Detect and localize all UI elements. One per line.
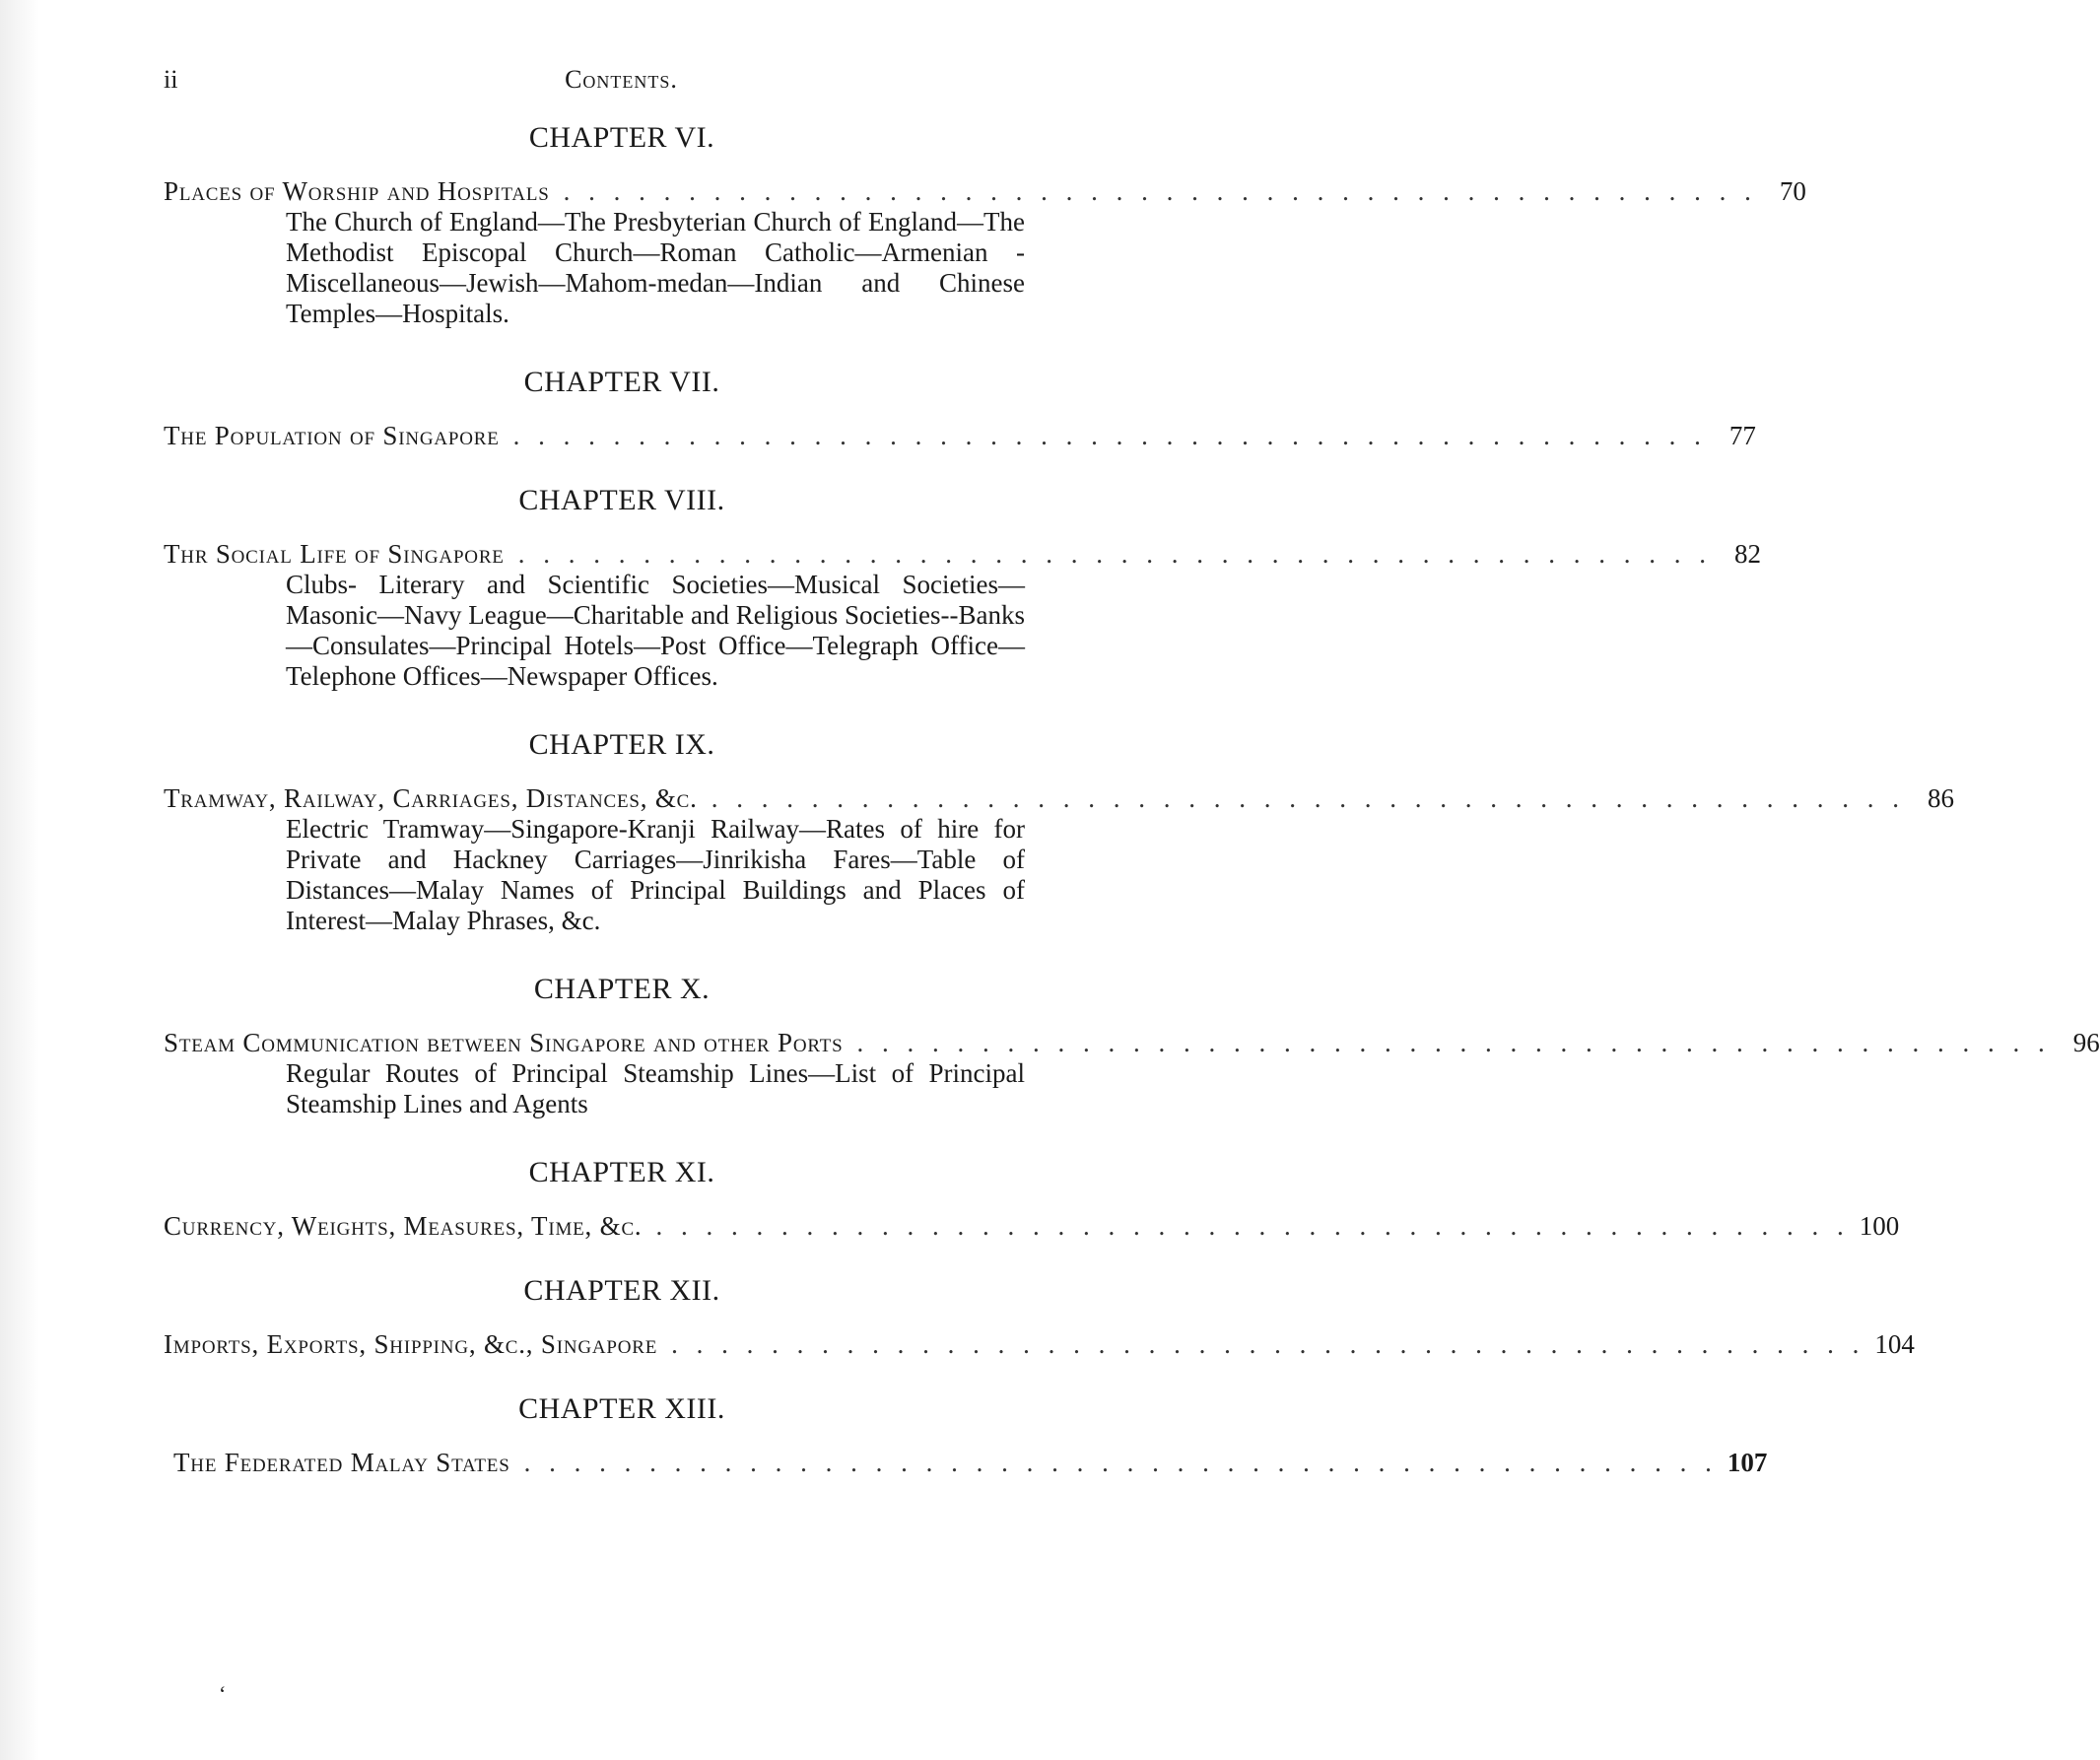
- dot-leader: . . . . . . . . . . . . . . . . . . . . . . . . . . . . . . . . . . . . . . . . . . . . . . . .: [655, 1211, 1850, 1241]
- entry-title: Places of Worship and Hospitals: [164, 176, 550, 206]
- chapter-entry: [164, 365, 1756, 451]
- chapter-entry: [164, 120, 1806, 329]
- chapter-heading: CHAPTER VIII.: [518, 484, 725, 516]
- entry-title: Tramway, Railway, Carriages, Distances, &c.: [164, 783, 698, 813]
- toc-entry: [164, 420, 1756, 451]
- entry-page-number: 86: [1927, 783, 1954, 813]
- entry-description: Electric Tramway—Singapore-Kranji Railway—Rates of hire for Private and Hackney Carriages—Jinrikisha Fares—Table of Distances—Malay Names of Principal Buildings and Places of Interest—Malay Phrases, &c.: [286, 814, 1025, 935]
- dot-leader: . . . . . . . . . . . . . . . . . . . . . . . . . . . . . . . . . . . . . . . . . . . . . . . .: [523, 1448, 1718, 1477]
- dot-leader: . . . . . . . . . . . . . . . . . . . . . . . . . . . . . . . . . . . . . . . . . . . . . . . .: [711, 783, 1905, 813]
- entry-description: Regular Routes of Principal Steamship Lines—List of Principal Steamship Lines and Agents: [286, 1058, 1025, 1118]
- entry-page-number: 100: [1859, 1211, 1900, 1241]
- entry-title: Thr Social Life of Singapore: [164, 539, 505, 569]
- entry-description: Clubs- Literary and Scientific Societies—Musical Societies—Masonic—Navy League—Charitable and Religious Societies--Banks—Consulates—Principal Hotels—Post Office—Telegraph Office—Telephone Offices—Newspaper Offices.: [286, 570, 1025, 691]
- entry-title: Imports, Exports, Shipping, &c., Singapore: [164, 1329, 658, 1359]
- chapter-heading: CHAPTER VII.: [523, 366, 720, 398]
- chapter-entry: [164, 1391, 1768, 1478]
- dot-leader: . . . . . . . . . . . . . . . . . . . . . . . . . . . . . . . . . . . . . . . . . . . . . . . .: [671, 1329, 1865, 1359]
- chapter-heading: CHAPTER XI.: [528, 1156, 715, 1188]
- entry-page-number: 96: [2072, 1028, 2100, 1057]
- dot-leader: . . . . . . . . . . . . . . . . . . . . . . . . . . . . . . . . . . . . . . . . . . . . . . . .: [856, 1028, 2051, 1057]
- entry-title: The Federated Malay States: [173, 1448, 510, 1477]
- entry-description: The Church of England—The Presbyterian Church of England—The Methodist Episcopal Church—Roman Catholic—Armenian -Miscellaneous—Jewish—Mahom-medan—Indian and Chinese Temples—Hospitals.: [286, 207, 1025, 328]
- chapter-heading: CHAPTER XIII.: [518, 1392, 725, 1425]
- chapter-heading: CHAPTER X.: [533, 973, 711, 1005]
- toc-entry: [164, 1210, 1900, 1242]
- entry-page-number: 107: [1727, 1448, 1768, 1477]
- dot-leader: . . . . . . . . . . . . . . . . . . . . . . . . . . . . . . . . . . . . . . . . . . . . . . . .: [517, 539, 1712, 569]
- toc-entry: [164, 538, 1761, 570]
- page-number: ii: [164, 65, 178, 94]
- chapter-entry: [164, 972, 2100, 1119]
- toc-entry: [164, 782, 1954, 814]
- table-of-contents: [164, 120, 2100, 1478]
- stray-ink-mark: ‘: [219, 1681, 227, 1706]
- entry-page-number: 104: [1874, 1329, 1915, 1359]
- entry-title: Currency, Weights, Measures, Time, &c.: [164, 1211, 643, 1241]
- chapter-heading: CHAPTER VI.: [528, 121, 715, 154]
- entry-page-number: 70: [1779, 176, 1806, 206]
- entry-page-number: 77: [1728, 421, 1756, 450]
- toc-entry: [164, 175, 1806, 207]
- chapter-entry: [164, 483, 1761, 692]
- toc-entry: [164, 1447, 1768, 1478]
- entry-page-number: 82: [1733, 539, 1761, 569]
- chapter-entry: [164, 1155, 1900, 1242]
- dot-leader: . . . . . . . . . . . . . . . . . . . . . . . . . . . . . . . . . . . . . . . . . . . . . . . .: [563, 176, 1757, 206]
- chapter-entry: [164, 727, 1954, 936]
- chapter-heading: CHAPTER XII.: [523, 1274, 720, 1307]
- entry-title: Steam Communication between Singapore and other Ports: [164, 1028, 844, 1057]
- entry-title: The Population of Singapore: [164, 421, 500, 450]
- toc-entry: [164, 1328, 1915, 1360]
- chapter-heading: CHAPTER IX.: [528, 728, 715, 761]
- dot-leader: . . . . . . . . . . . . . . . . . . . . . . . . . . . . . . . . . . . . . . . . . . . . . . . .: [512, 421, 1707, 450]
- chapter-entry: [164, 1273, 1915, 1360]
- running-title: Contents.: [565, 65, 678, 94]
- running-head: [164, 65, 1079, 104]
- toc-entry: [164, 1027, 2100, 1058]
